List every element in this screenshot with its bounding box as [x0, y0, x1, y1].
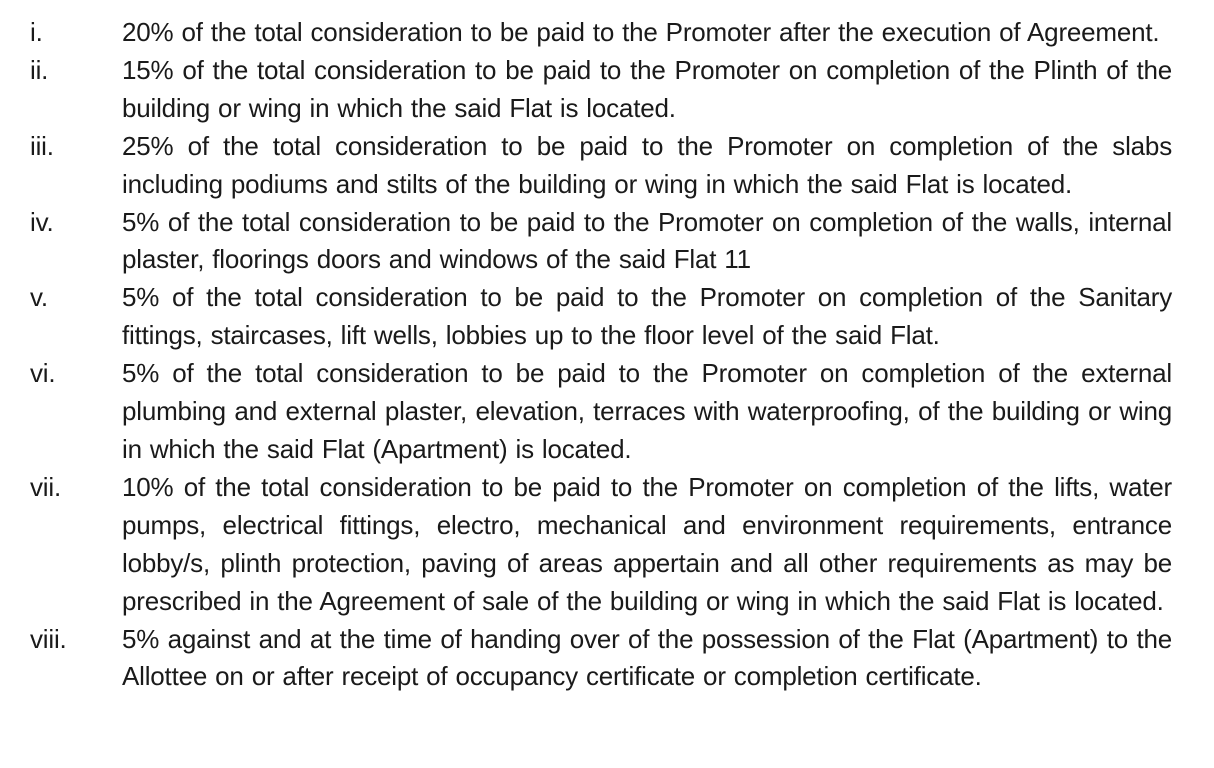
list-item [30, 204, 1172, 280]
list-item-marker: iv. [30, 206, 54, 237]
list-item [30, 355, 1172, 469]
list-item-text: 25% of the total consideration to be paid to the Promoter on completion of the slabs including podiums and stilts of the building or wing in which the said Flat is located. [122, 130, 1172, 199]
list-item-marker: iii. [30, 130, 54, 161]
list-item-text: 5% of the total consideration to be paid to the Promoter on completion of the Sanitary fittings, staircases, lift wells, lobbies up to the floor level of the said Flat. [122, 282, 1172, 351]
list-item [30, 52, 1172, 128]
list-item-text: 15% of the total consideration to be paid to the Promoter on completion of the Plinth of the building or wing in which the said Flat is located. [122, 54, 1172, 123]
list-item-text: 20% of the total consideration to be paid to the Promoter after the execution of Agreement. [122, 17, 1160, 47]
list-item-marker: vii. [30, 471, 61, 502]
list-item-text: 5% of the total consideration to be paid to the Promoter on completion of the walls, internal plaster, floorings doors and windows of the said Flat 11 [122, 206, 1172, 275]
list-item [30, 279, 1172, 355]
list-item [30, 469, 1172, 621]
list-item-marker: i. [30, 17, 43, 47]
list-item-text: 5% against and at the time of handing over of the possession of the Flat (Apartment) to the Allottee on or after receipt of occupancy certificate or completion certificate. [122, 623, 1172, 692]
list-item [30, 128, 1172, 204]
list-item-text: 5% of the total consideration to be paid to the Promoter on completion of the external plumbing and external plaster, elevation, terraces with waterproofing, of the building or wing in which the said Flat (Apartment) is located. [122, 358, 1172, 464]
list-item [30, 621, 1172, 697]
list-item-marker: ii. [30, 54, 49, 85]
list-item-text: 10% of the total consideration to be paid to the Promoter on completion of the lifts, water pumps, electrical fittings, electro, mechanical and environment requirements, entrance lobby/s, plinth protection, paving of areas appertain and all other requirements as may be prescribed in the Agreement of sale of the building or wing in which the said Flat is located. [122, 471, 1172, 616]
list-item-marker: viii. [30, 623, 67, 654]
list-item-marker: vi. [30, 358, 56, 389]
list-item [30, 14, 1172, 52]
list-item-marker: v. [30, 282, 48, 313]
